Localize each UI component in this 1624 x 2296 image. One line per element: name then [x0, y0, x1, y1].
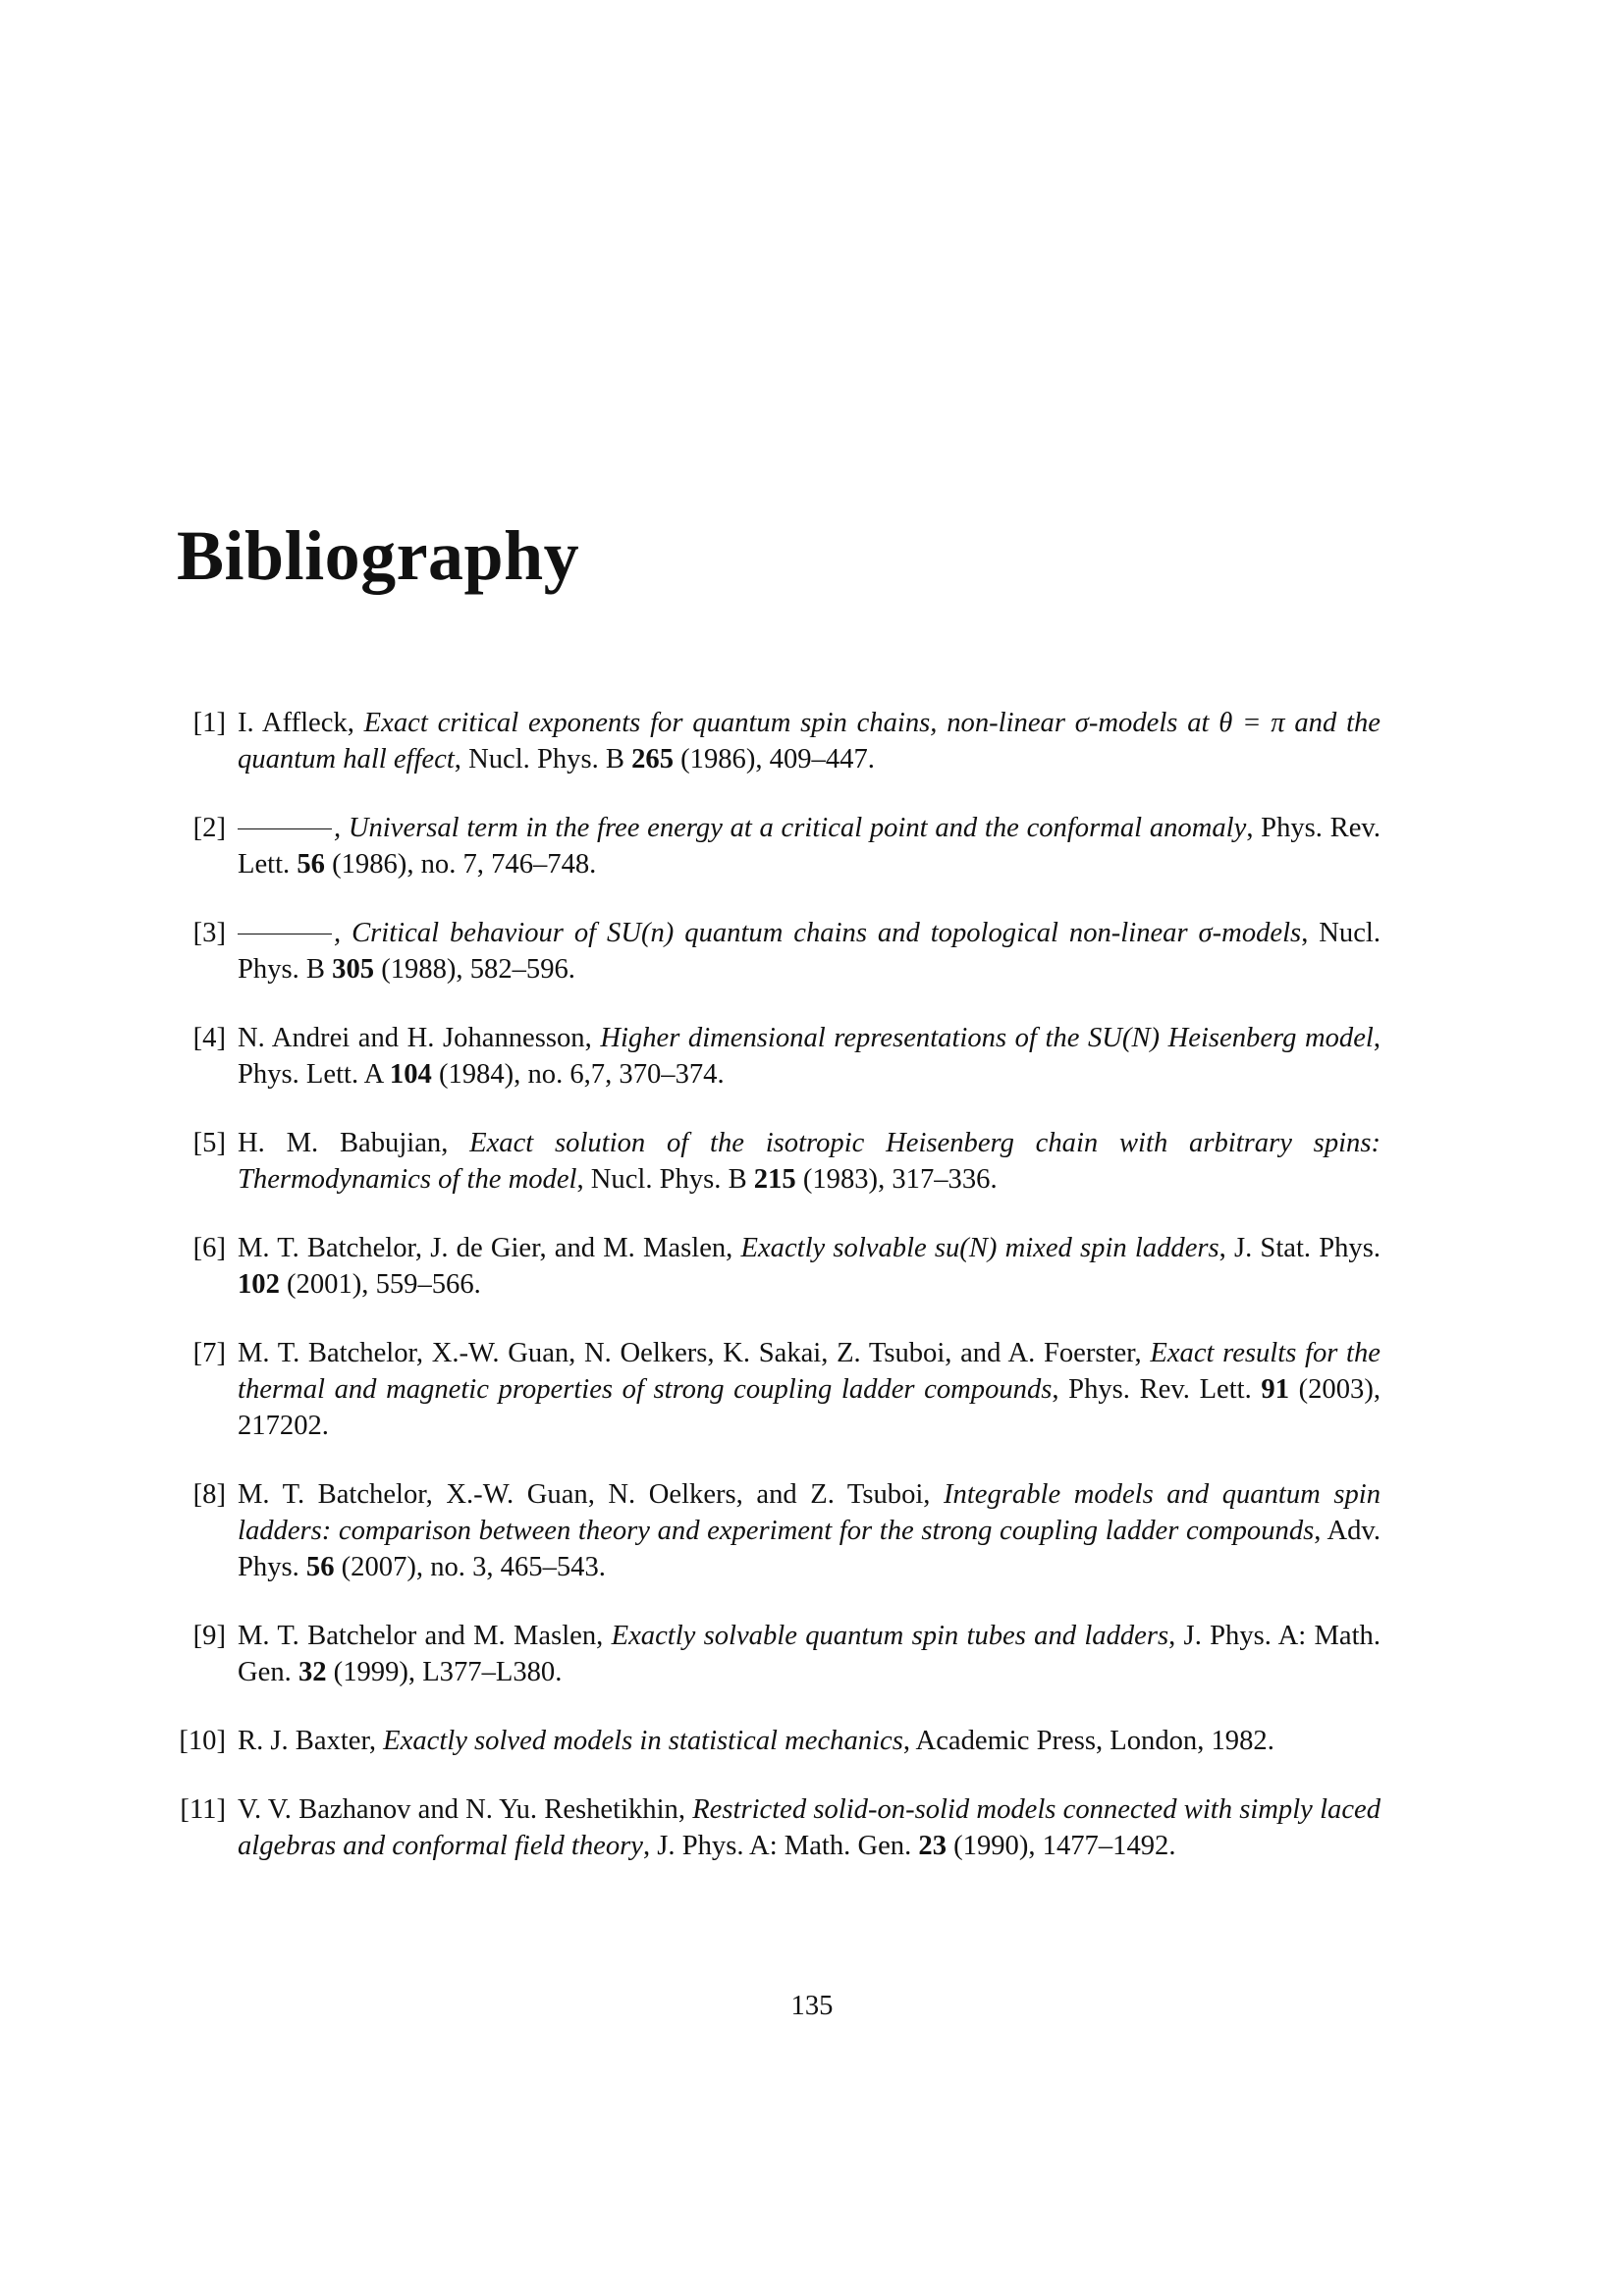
reference-title: Exactly solvable quantum spin tubes and ladders [611, 1621, 1169, 1651]
reference-entry [177, 1618, 1380, 1690]
reference-volume: 32 [298, 1657, 327, 1687]
reference-authors: I. Affleck, [238, 708, 364, 738]
reference-volume: 215 [753, 1164, 796, 1195]
reference-journal: , J. Phys. A: Math. Gen. [238, 1621, 1380, 1687]
reference-title: Exactly solvable su(N) mixed spin ladders [740, 1233, 1219, 1263]
reference-year-pages: (1983), 317–336. [795, 1164, 998, 1195]
reference-label: [11] [180, 1794, 226, 1825]
reference-entry [177, 705, 1380, 777]
reference-journal: , Phys. Rev. Lett. [238, 813, 1381, 880]
reference-entry [177, 1723, 1380, 1759]
reference-title: , Critical behaviour of SU(n) quantum chains and topological non-linear σ-models [334, 918, 1302, 948]
reference-publisher: , Academic Press, London, 1982. [902, 1726, 1274, 1756]
reference-journal: , J. Stat. Phys. [1218, 1233, 1380, 1263]
reference-title: Integrable models and quantum spin ladders: comparison between theory and experiment for the strong coupling ladder compounds [238, 1479, 1381, 1546]
reference-label: [4] [192, 1023, 226, 1053]
reference-year-pages: (1984), no. 6,7, 370–374. [431, 1059, 725, 1090]
reference-year-pages: (2007), no. 3, 465–543. [334, 1552, 606, 1582]
reference-volume: 56 [297, 849, 325, 880]
reference-volume: 23 [918, 1831, 947, 1861]
reference-authors: R. J. Baxter, [238, 1726, 384, 1756]
reference-label: [5] [192, 1128, 226, 1158]
reference-title: , Universal term in the free energy at a critical point and the conformal anomaly [334, 813, 1247, 843]
reference-entry [177, 810, 1380, 882]
reference-title: Exactly solved models in statistical mechanics [383, 1726, 903, 1756]
reference-title: Exact results for the thermal and magnetic properties of strong coupling ladder compounds [238, 1338, 1380, 1405]
reference-year-pages: (1988), 582–596. [374, 954, 575, 985]
reference-year-pages: (1999), L377–L380. [326, 1657, 563, 1687]
reference-volume: 56 [305, 1552, 335, 1582]
reference-volume: 305 [332, 954, 375, 985]
reference-label: [6] [192, 1233, 226, 1263]
reference-year-pages: (1986), 409–447. [673, 744, 875, 774]
reference-title: Exact solution of the isotropic Heisenberg chain with arbitrary spins: Thermodynamics of the model [238, 1128, 1381, 1195]
reference-volume: 102 [238, 1269, 280, 1300]
reference-year-pages: (2003), 217202. [238, 1374, 1380, 1441]
page-title: Bibliography [177, 516, 580, 595]
reference-volume: 104 [389, 1059, 432, 1090]
reference-entry [177, 1230, 1380, 1303]
page-number: 135 [790, 1991, 834, 2021]
reference-journal: , Nucl. Phys. B [576, 1164, 754, 1195]
reference-journal: , J. Phys. A: Math. Gen. [642, 1831, 919, 1861]
reference-label: [10] [179, 1726, 226, 1756]
reference-title: Restricted solid-on-solid models connected with simply laced algebras and conformal field theory [238, 1794, 1380, 1861]
reference-volume: 91 [1261, 1374, 1289, 1405]
reference-label: [8] [192, 1479, 226, 1510]
reference-year-pages: (1986), no. 7, 746–748. [324, 849, 597, 880]
reference-entry [177, 915, 1380, 988]
same-author-dash [238, 828, 332, 829]
reference-title: Exact critical exponents for quantum spin chains, non-linear σ-models at θ = π and the quantum hall effect [238, 708, 1381, 774]
reference-journal: , Phys. Lett. A [238, 1023, 1381, 1090]
reference-entry [177, 1125, 1380, 1198]
reference-authors: H. M. Babujian, [238, 1128, 470, 1158]
reference-title: Higher dimensional representations of the SU(N) Heisenberg model [600, 1023, 1374, 1053]
reference-authors: N. Andrei and H. Johannesson, [238, 1023, 601, 1053]
reference-volume: 265 [631, 744, 674, 774]
reference-year-pages: (1990), 1477–1492. [946, 1831, 1176, 1861]
reference-label: [1] [192, 708, 226, 738]
reference-year-pages: (2001), 559–566. [279, 1269, 481, 1300]
reference-journal: , Nucl. Phys. B [454, 744, 632, 774]
reference-entry [177, 1020, 1380, 1093]
reference-authors: M. T. Batchelor, X.-W. Guan, N. Oelkers, K. Sakai, Z. Tsuboi, and A. Foerster, [238, 1338, 1151, 1368]
reference-authors: M. T. Batchelor and M. Maslen, [238, 1621, 612, 1651]
reference-journal: , Adv. Phys. [238, 1516, 1380, 1582]
bibliography-list [177, 705, 1380, 1896]
reference-entry [177, 1791, 1380, 1864]
reference-authors: M. T. Batchelor, J. de Gier, and M. Maslen, [238, 1233, 741, 1263]
reference-label: [9] [192, 1621, 226, 1651]
reference-journal: , Nucl. Phys. B [238, 918, 1381, 985]
reference-label: [7] [192, 1338, 226, 1368]
reference-label: [2] [192, 813, 226, 843]
reference-authors: M. T. Batchelor, X.-W. Guan, N. Oelkers, and Z. Tsuboi, [238, 1479, 945, 1510]
reference-authors: V. V. Bazhanov and N. Yu. Reshetikhin, [238, 1794, 693, 1825]
reference-label: [3] [192, 918, 226, 948]
reference-entry [177, 1335, 1380, 1444]
reference-entry [177, 1476, 1380, 1585]
reference-journal: , Phys. Rev. Lett. [1052, 1374, 1262, 1405]
